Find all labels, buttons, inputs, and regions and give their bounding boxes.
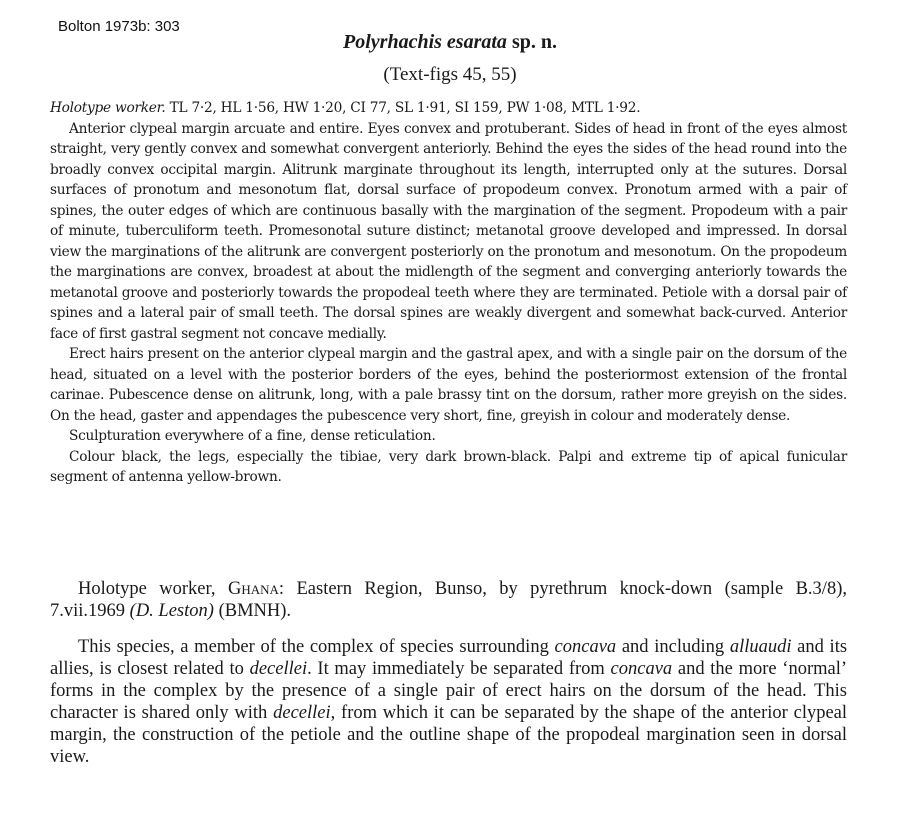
holotype-depository: (BMNH). xyxy=(218,601,292,621)
taxon-name: decellei xyxy=(249,659,308,679)
holotype-paragraph xyxy=(50,578,847,622)
species-title xyxy=(0,31,900,54)
taxon-name: concava xyxy=(610,659,673,679)
description-paragraph-structure: Anterior clypeal margin arcuate and entire. Eyes convex and protuberant. Sides of head in front of the eyes almost straight, very gently convex and somewhat convergent anteriorly. Behind the eyes the sides of the head round into the broadly convex occipital margin. Alitrunk marginate throughout its length, interrupted only at the sutures. Dorsal surfaces of pronotum and mesonotum flat, dorsal surface of propodeum convex. Pronotum armed with a pair of spines, the outer edges of which are continuous basally with the margination of the segment. Propodeum with a pair of minute, tuberculiform teeth. Promesonotal suture distinct; metanotal groove developed and impressed. In dorsal view the marginations of the alitrunk are convergent posteriorly on the pronotum and mesonotum. On the propodeum the marginations are convex, broadest at about the midlength of the segment and converging anteriorly towards the metanotal groove and posteriorly towards the propodeal teeth where they are terminated. Petiole with a dorsal pair of spines and a lateral pair of small teeth. The dorsal spines are weakly divergent and somewhat back-curved. Anterior face of first gastral segment not concave medially. xyxy=(50,120,847,342)
measurements-label: Holotype worker. xyxy=(50,100,166,116)
description-paragraph-colour: Colour black, the legs, especially the tibiae, very dark brown-black. Palpi and extreme tip of apical funicular segment of antenna yellow-brown. xyxy=(50,448,847,485)
discussion-text: and the more ‘normal’ forms in the complex by the presence of a single pair of erect hairs on the dorsum of the head. This character is shared only with xyxy=(50,659,848,723)
measurements-values: TL 7·2, HL 1·56, HW 1·20, CI 77, SL 1·91, SI 159, PW 1·08, MTL 1·92. xyxy=(169,100,641,116)
holotype-country: Ghana xyxy=(228,579,279,599)
species-status: sp. n. xyxy=(511,31,557,53)
discussion-text: . It may immediately be separated from xyxy=(307,659,605,679)
discussion-text: and including xyxy=(621,637,725,657)
taxon-name: decellei xyxy=(273,703,331,723)
species-name: Polyrhachis esarata xyxy=(343,31,507,53)
discussion-text: , from which it can be separated by the shape of the anterior clypeal margin, the construction of the petiole and the outline shape of the propodeal margination seen in dorsal view. xyxy=(50,703,848,767)
holotype-collector: (D. Leston) xyxy=(129,601,214,621)
discussion-text: and its allies, is closest related to xyxy=(50,637,848,679)
holotype-locality: : Eastern Region, Bunso, by pyrethrum knock-down (sample B.3/8), 7.vii.1969 xyxy=(50,579,847,621)
holotype-prefix: Holotype worker, xyxy=(78,579,216,599)
description-paragraph-sculpture: Sculpturation everywhere of a fine, dense reticulation. xyxy=(69,428,436,444)
discussion-text: This species, a member of the complex of species surrounding xyxy=(78,637,549,657)
holotype-material xyxy=(50,578,847,622)
species-discussion xyxy=(50,636,847,768)
discussion-paragraph xyxy=(50,636,847,768)
figure-reference: (Text-figs 45, 55) xyxy=(383,64,517,85)
taxon-name: alluaudi xyxy=(729,637,792,657)
citation-label: Bolton 1973b: 303 xyxy=(58,18,180,35)
measurements-paragraph xyxy=(50,98,847,119)
description-paragraph-pilosity: Erect hairs present on the anterior clypeal margin and the gastral apex, and with a single pair on the dorsum of the head, situated on a level with the posterior borders of the eyes, behind the posteriormost extension of the frontal carinae. Pubescence dense on alitrunk, long, with a pale brassy tint on the dorsum, rather more greyish on the sides. On the head, gaster and appendages the pubescence very short, fine, greyish in colour and moderately dense. xyxy=(50,346,847,424)
species-description xyxy=(50,98,847,488)
taxon-name: concava xyxy=(554,637,617,657)
